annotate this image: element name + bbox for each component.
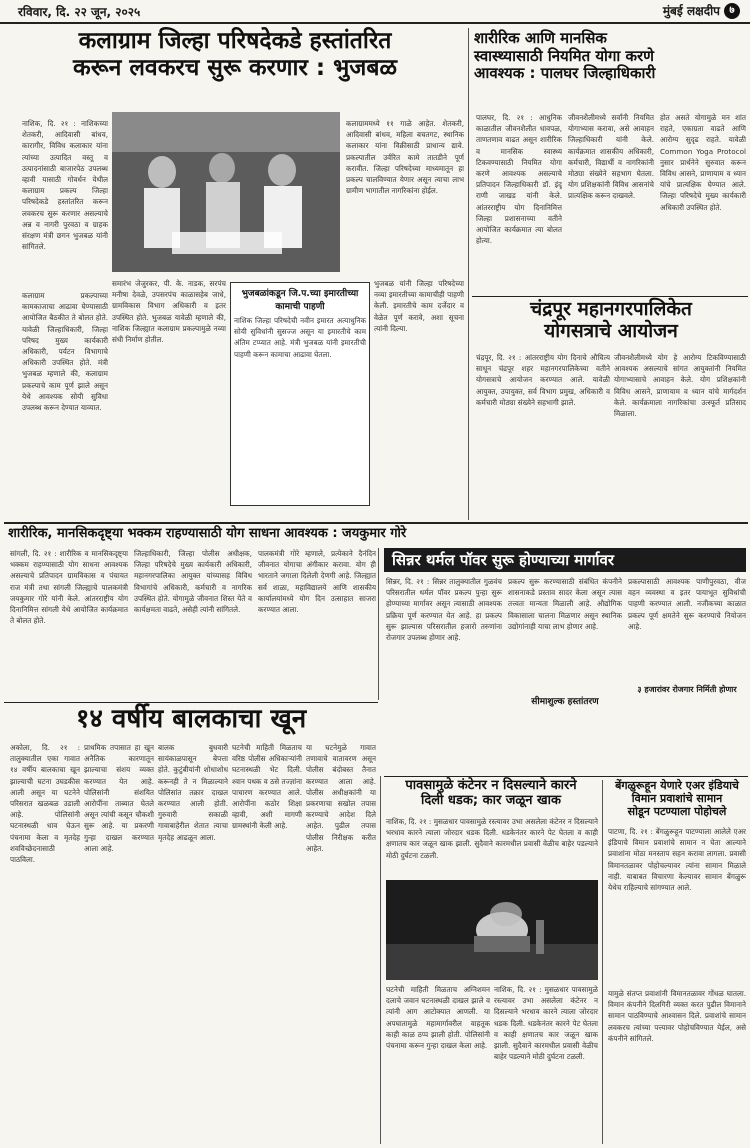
art7-col-b: घटनेची माहिती मिळताच अग्निशमन दलाचे जवान घटनास्थळी दाखल झाले व त्यांनी आग आटोक्यात आणली. या अपघातामुळे महामार्गावरील वाहतूक काही काळ ठप्प झाली होती. पोलिसांनी पंचनामा करून गुन्हा दाखल केला आहे.	[386, 985, 490, 1051]
masthead	[663, 2, 740, 19]
burning-car-photo	[386, 880, 598, 980]
art1-photo	[112, 112, 340, 272]
art4-col-b: जिल्हाधिकारी, जिल्हा पोलीस अधीक्षक, जिल्हा परिषदेचे मुख्य कार्यकारी अधिकारी, महानगरपालिका आयुक्त यांच्यासह विविध विभागांचे अधिकारी, कर्मचारी व नागरिक उपस्थित होते. योगामुळे जीवनात शिस्त येते व कार्यक्षमता वाढते, असेही त्यांनी सांगितले.	[134, 549, 252, 615]
page-number: ७	[724, 3, 740, 19]
art6-col-d: घटनेची माहिती मिळताच वरिष्ठ पोलीस अधिकाऱ्यांनी घटनास्थळी भेट दिली. श्वान पथक व ठसे तज्ज्ञांना पाचारण करण्यात आले. आरोपींना कठोर शिक्षा व्हावी, अशी मागणी ग्रामस्थांनी केली आहे.	[232, 743, 302, 831]
art4-col-c: पालकमंत्री गोरे म्हणाले, प्रत्येकाने दैनंदिन जीवनात योगाचा अंगीकार करावा. योग ही भारताने जगाला दिलेली देणगी आहे. जिल्ह्यात सर्व शाळा, महाविद्यालये आणि शासकीय कार्यालयांमध्ये योग दिन उत्साहात साजरा करण्यात आला.	[258, 549, 376, 615]
art5-headline: सिन्नर थर्मल पॉवर सुरू होण्याच्या मार्गावर	[384, 548, 746, 572]
art8-headline: बेंगळुरूहून येणारे एअर इंडियाचे विमान प्रवाशांचे सामान सोडून पटण्याला पोहोचले	[615, 779, 739, 818]
paper-name: मुंबई लक्षदीप	[662, 4, 720, 18]
art7-col-a: नाशिक, दि. २१ : मुसळधार पावसामुळे रस्त्यावर उभा असलेला कंटेनर न दिसल्याने भरधाव कारने त्याला जोरदार धडक दिली. धडकेनंतर कारने पेट घेतला व काही क्षणातच कार जळून खाक झाली. सुदैवाने कारमधील प्रवासी वेळीच बाहेर पडल्याने मोठी दुर्घटना टळली.	[386, 817, 598, 860]
art1-col-d: समारंभ जेजुरकर, पी. के. नाडक, सरपंच मनीषा देवळे, उपसरपंच काळासहेब जाधे, ग्रामविकास विभाग अधिकारी व इतर उपस्थित होते. भुजबळ यावेळी म्हणाले की, नाशिक जिल्ह्यात कलाग्राम प्रकल्पामुळे नव्या संधी निर्माण होतील.	[112, 279, 226, 345]
date-line: रविवार, दि. २२ जून, २०२५	[18, 5, 141, 19]
art3-col-b: जीवनशैलीमध्ये योग हे आरोग्य टिकविण्यासाठी आवश्यक असल्याचे सांगत आयुक्तांनी नियमित योगाभ्यासाचे आवाहन केले. योग प्रशिक्षकांनी विविध आसने, प्राणायाम व ध्यान यांचे मार्गदर्शन केले. कार्यक्रमाला नागरिकांचा उत्स्फूर्त प्रतिसाद मिळाला.	[614, 353, 746, 419]
art4-col-a: सांगली, दि. २१ : शारीरिक व मानसिकदृष्ट्या भक्कम राहण्यासाठी योग साधना आवश्यक असल्याचे प्रतिपादन ग्रामविकास व पंचायत राज मंत्री तथा सांगली जिल्ह्याचे पालकमंत्री जयकुमार गोरे यांनी केले. आंतरराष्ट्रीय योग दिनानिमित्त सांगली येथे आयोजित कार्यक्रमात ते बोलत होते.	[10, 549, 128, 626]
art5-col-c: प्रकल्पासाठी आवश्यक पाणीपुरवठा, वीज वहन व्यवस्था व इतर पायाभूत सुविधांची पाहणी करण्यात आली. नजीकच्या काळात प्रकल्प पूर्ण क्षमतेने सुरू करण्याचे नियोजन आहे.	[628, 577, 746, 631]
art3-headline: चंद्रपूर महानगरपालिकेत योगसत्राचे आयोजन	[530, 298, 692, 343]
art7-photo	[386, 880, 598, 980]
meeting-photo	[112, 112, 340, 272]
art4-headline: शारीरिक, मानसिकदृष्ट्या भक्कम राहण्यासाठी योग साधना आवश्यक : जयकुमार गोरे	[8, 526, 407, 541]
art3-col-a: चंद्रपूर, दि. २१ : आंतरराष्ट्रीय योग दिनाचे औचित्य साधून चंद्रपूर शहर महानगरपालिकेच्या वतीने योगसत्राचे आयोजन करण्यात आले. यावेळी आयुक्त, उपायुक्त, सर्व विभाग प्रमुख, अधिकारी व कर्मचारी मोठ्या संख्येने सहभागी झाले.	[476, 353, 610, 407]
art6-col-c: बालक बुधवारी सायंकाळपासून बेपत्ता होते. कुटुंबीयांनी शोधाशोध करूनही ते न मिळाल्याने पोलिसांत तक्रार दाखल करण्यात आली होती. गुरुवारी सकाळी गावाबाहेरील शेतात त्याचा मृतदेह आढळून आला.	[158, 743, 228, 842]
art1-col-b: कलाग्राम प्रकल्पाच्या कामकाजाचा आढावा घेण्यासाठी आयोजित बैठकीत ते बोलत होते. यावेळी जिल्हाधिकारी, जिल्हा परिषद मुख्य कार्यकारी अधिकारी, पर्यटन विभागाचे अधिकारी उपस्थित होते. मंत्री भुजबळ म्हणाले की, कलाग्राम प्रकल्पाचे काम पूर्ण झाले असून येथे आवश्यक सोयी सुविधा उपलब्ध करून देण्यात याव्यात.	[22, 291, 108, 413]
art5-subhead-a: सीमाशुल्क हस्तांतरण	[531, 697, 599, 707]
art1-col-e: भुजबळ यांनी जिल्हा परिषदेच्या नव्या इमारतीच्या कामाचीही पाहणी केली. इमारतीचे काम दर्जेदार व वेळेत पूर्ण करावे, अशा सूचना त्यांनी दिल्या.	[374, 279, 464, 333]
art1-caption: भुजबळांकडून जि.प.च्या इमारतीच्या कामाची पाहणी	[241, 289, 359, 312]
art2-headline: शारीरिक आणि मानसिक स्वास्थ्यासाठी नियमित योगा करणे आवश्यक : पालघर जिल्हाधिकारी	[474, 29, 656, 83]
art2-col-a: पालघर, दि. २१ : आधुनिक काळातील जीवनशैलीत धावपळ, ताणतणाव वाढत असून शारीरिक व मानसिक स्वास्थ्य टिकवण्यासाठी नियमित योगा करणे आवश्यक असल्याचे प्रतिपादन जिल्हाधिकारी डॉ. इंदू राणी जाखड यांनी केले. आंतरराष्ट्रीय योग दिनानिमित्त जिल्हा प्रशासनाच्या वतीने आयोजित कार्यक्रमात त्या बोलत होत्या.	[476, 113, 562, 246]
art1-headline: कलाग्राम जिल्हा परिषदेकडे हस्तांतरित करून लवकरच सुरू करणार : भुजबळ	[73, 28, 397, 82]
art7-col-c: नाशिक, दि. २१ : मुसळधार पावसामुळे रस्त्यावर उभा असलेला कंटेनर न दिसल्याने भरधाव कारने त्याला जोरदार धडक दिली. धडकेनंतर कारने पेट घेतला व काही क्षणातच कार जळून खाक झाली. सुदैवाने कारमधील प्रवासी वेळीच बाहेर पडल्याने मोठी दुर्घटना टळली.	[494, 985, 598, 1062]
art2-col-b: जीवनशैलीमध्ये सर्वांनी नियमित योगाभ्यास करावा, असे आवाहन जिल्हाधिकारी यांनी केले. कार्यक्रमात शासकीय अधिकारी, कर्मचारी, विद्यार्थी व नागरिकांनी मोठ्या संख्येने सहभाग घेतला. योग प्रशिक्षकांनी विविध आसनांचे प्रात्यक्षिक करून दाखवले.	[568, 113, 654, 201]
art6-col-a: अकोला, दि. २१ : तालुक्यातील एका गावात १४ वर्षीय बालकाचा खून झाल्याची घटना उघडकीस आली असून या घटनेने परिसरात खळबळ उडाली आहे. पोलिसांनी घटनास्थळी धाव घेऊन पंचनामा केला व मृतदेह शवविच्छेदनासाठी पाठविला.	[10, 743, 80, 865]
art1-col-a: नाशिक, दि. २१ : नाशिकच्या शेतकरी, आदिवासी बांधव, कारागीर, विविध कलाकार यांना त्यांच्या उत्पादित वस्तू व उत्पादनांसाठी बाजारपेठ उपलब्ध व्हावी यासाठी गोवर्धन येथील कलाग्राम प्रकल्प जिल्हा परिषदेकडे हस्तांतरित करून लवकरच सुरू करणार असल्याचे अन्न व नागरी पुरवठा व ग्राहक संरक्षण मंत्री छगन भुजबळ यांनी सांगितले.	[22, 119, 108, 252]
art6-headline: १४ वर्षीय बालकाचा खून	[75, 704, 307, 734]
art1-caption-body: नाशिक जिल्हा परिषदेची नवीन इमारत अत्याधुनिक सोयी सुविधांनी सुसज्ज असून या इमारतीचे काम अंतिम टप्प्यात आहे. मंत्री भुजबळ यांनी इमारतीची पाहणी करून कामाचा आढावा घेतला.	[234, 316, 366, 359]
art5-subhead-b: ३ हजारांवर रोजगार निर्मिती होणार	[637, 685, 737, 694]
art1-col-c: कलाग्राममध्ये ११ गाळे आहेत. शेतकरी, आदिवासी बांधव, महिला बचतगट, स्थानिक कलाकार यांना विक्रीसाठी प्राधान्य द्यावे. प्रकल्पातील उर्वरित कामे तातडीने पूर्ण करावीत. जिल्हा परिषदेच्या माध्यमातून हा प्रकल्प चालविण्यात येणार असून त्याचा लाभ ग्रामीण भागातील नागरिकांना होईल.	[346, 119, 464, 196]
art6-col-b: प्राथमिक तपासात हा खून अनैतिक कारणातून झाल्याचा संशय व्यक्त करण्यात येत आहे. पोलिसांनी संशयित आरोपींना ताब्यात घेतले असून त्यांची कसून चौकशी सुरू आहे. या प्रकरणी गुन्हा दाखल करण्यात आला आहे.	[84, 743, 154, 853]
art7-headline: पावसामुळे कंटेनर न दिसल्याने कारने दिली धडक; कार जळून खाक	[405, 778, 577, 809]
art8-col-a: पाटणा, दि. २१ : बेंगळुरूहून पाटण्याला आलेले एअर इंडियाचे विमान प्रवाशांचे सामान न घेता आल्याने प्रवाशांना मोठा मनस्ताप सहन करावा लागला. प्रवासी विमानतळावर पोहोचल्यावर त्यांना सामान मिळाले नाही. याबाबत विचारणा केल्यावर सामान बेंगळुरू येथेच राहिल्याचे सांगण्यात आले.	[608, 827, 746, 893]
art5-col-b: प्रकल्प सुरू करण्यासाठी संबंधित कंपनीने शासनाकडे प्रस्ताव सादर केला असून त्यास तत्त्वतः मान्यता मिळाली आहे. औद्योगिक विकासाला चालना मिळणार असून स्थानिक उद्योगांनाही याचा लाभ होणार आहे.	[508, 577, 622, 631]
art2-col-c: होत असते योगामुळे मन शांत राहते, एकाग्रता वाढते आणि आरोग्य सुदृढ राहते. यावेळी Common Yoga Protocol नुसार प्रार्थनेने सुरुवात करून विविध आसने, प्राणायाम व ध्यान यांचे प्रात्यक्षिक घेण्यात आले. जिल्हा परिषदेचे मुख्य कार्यकारी अधिकारी उपस्थित होते.	[660, 113, 746, 212]
art6-col-e: या घटनेमुळे गावात तणावाचे वातावरण असून पोलीस बंदोबस्त तैनात करण्यात आला आहे. पोलीस अधीक्षकांनी या प्रकरणाचा सखोल तपास करण्याचे आदेश दिले आहेत. पुढील तपास पोलीस निरीक्षक करीत आहेत.	[306, 743, 376, 853]
art5-col-a: सिन्नर, दि. २१ : सिन्नर तालुक्यातील गुळवंच परिसरातील थर्मल पॉवर प्रकल्प पुन्हा सुरू होण्याच्या मार्गावर असून त्यासाठी आवश्यक प्रक्रिया पूर्ण करण्यात येत आहे. हा प्रकल्प सुरू झाल्यास परिसरातील हजारो तरुणांना रोजगार उपलब्ध होणार आहे.	[386, 577, 502, 643]
page-header	[0, 0, 750, 24]
art8-col-b: यामुळे संतप्त प्रवाशांनी विमानतळावर गोंधळ घातला. विमान कंपनीने दिलगिरी व्यक्त करत पुढील विमानाने सामान पाठविण्याचे आश्वासन दिले. प्रवाशांचे सामान लवकरच त्यांच्या पत्त्यावर पोहोचविण्यात येईल, असे कंपनीने सांगितले.	[608, 989, 746, 1043]
art1-caption-box	[230, 282, 370, 506]
